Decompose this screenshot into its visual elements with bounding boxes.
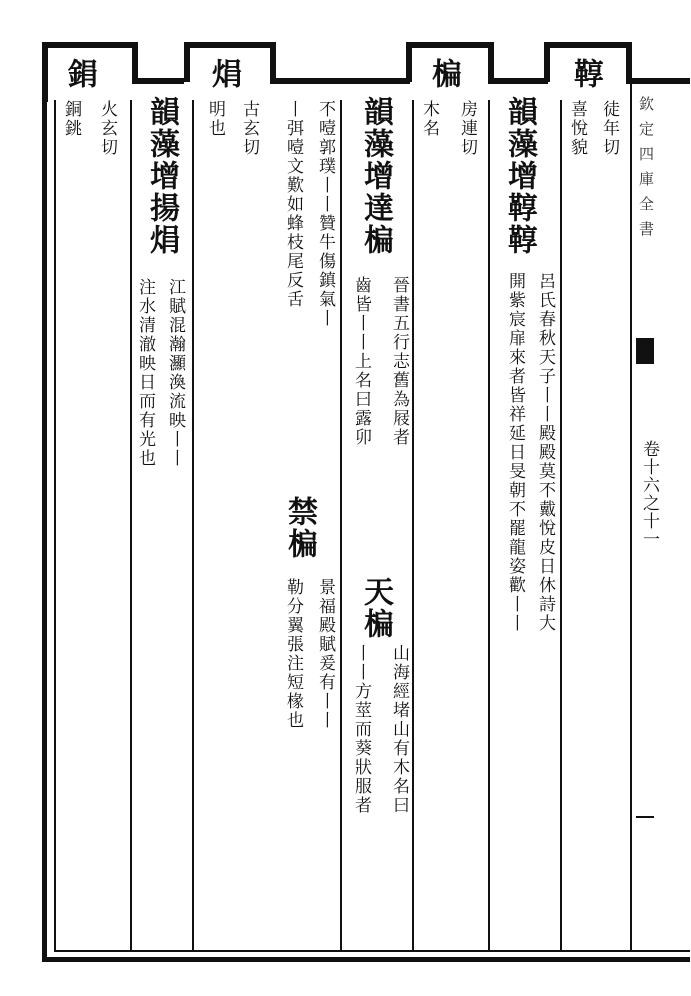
column-rule (560, 100, 562, 952)
entry-note: 房連切 (457, 100, 477, 157)
top-border (184, 42, 274, 48)
top-border (406, 42, 412, 82)
entry-note: 徒年切 (599, 100, 619, 157)
entry-head: 韻藻增鞟鞟 (502, 96, 537, 256)
entry-note: 景福殿賦爰有丨丨 (315, 578, 335, 730)
top-border (132, 42, 138, 82)
entry-note: 齒皆丨丨上名曰露卯 (351, 276, 371, 447)
top-border (132, 78, 184, 84)
fishtail-mark (636, 338, 654, 364)
top-border (488, 42, 494, 82)
top-border (544, 42, 630, 48)
top-border (626, 42, 632, 82)
entry-note: 火玄切 (97, 100, 117, 157)
column-rule (192, 100, 194, 952)
entry-note: 注水清澈映日而有光也 (135, 278, 155, 468)
top-border (544, 42, 550, 82)
entry-head: 鞟 (568, 58, 603, 90)
top-border (270, 42, 276, 82)
entry-note: 晉書五行志舊為屐者 (389, 276, 409, 447)
entry-note: 丨丨方莖而葵狀服者 (351, 644, 371, 815)
top-border (42, 42, 48, 102)
top-border (42, 42, 132, 48)
top-border (270, 78, 410, 84)
entry-note: 木名 (419, 100, 439, 138)
column-rule (340, 100, 342, 952)
entry-note: 明也 (205, 100, 225, 138)
entry-head: 焆 (206, 58, 241, 90)
entry-head: 韻藻增揚焆 (144, 96, 179, 256)
entry-head: 楄 (426, 58, 461, 90)
top-border (406, 42, 492, 48)
entry-note: 勒分翼張注短椽也 (283, 578, 303, 730)
entry-head: 韻藻增達楄 (358, 96, 393, 256)
column-rule (412, 100, 414, 952)
margin-line (636, 816, 654, 818)
entry-head: 禁楄 (282, 496, 317, 560)
entry-note: 銅銚 (61, 100, 81, 138)
entry-note: 開紫宸扉來者皆祥延日旻朝不罷龍姿歡丨丨 (505, 272, 525, 633)
entry-head: 鋗 (62, 58, 97, 90)
entry-head: 天楄 (358, 576, 393, 640)
column-rule (630, 84, 632, 952)
entry-note: 丨弭噎文歎如蜂枝尾反舌 (283, 100, 303, 309)
entry-note: 江賦混瀚灦渙流映丨丨 (165, 278, 185, 468)
top-border (184, 42, 190, 82)
entry-note: 古玄切 (239, 100, 259, 157)
entry-note: 不噎郭璞丨丨贊牛傷鎮氣丨 (315, 100, 335, 328)
top-border (626, 78, 690, 84)
column-rule (130, 100, 132, 952)
top-border (488, 78, 548, 84)
edge-title: 欽定四庫全書 (637, 96, 655, 246)
entry-note: 呂氏春秋天子丨丨殿殿莫不戴悅皮日休詩大 (535, 272, 555, 633)
entry-note: 喜悅貌 (567, 100, 587, 157)
column-rule (488, 100, 490, 952)
volume-label: 卷十六之十一 (639, 440, 659, 548)
entry-note: 山海經堵山有木名曰 (389, 644, 409, 815)
